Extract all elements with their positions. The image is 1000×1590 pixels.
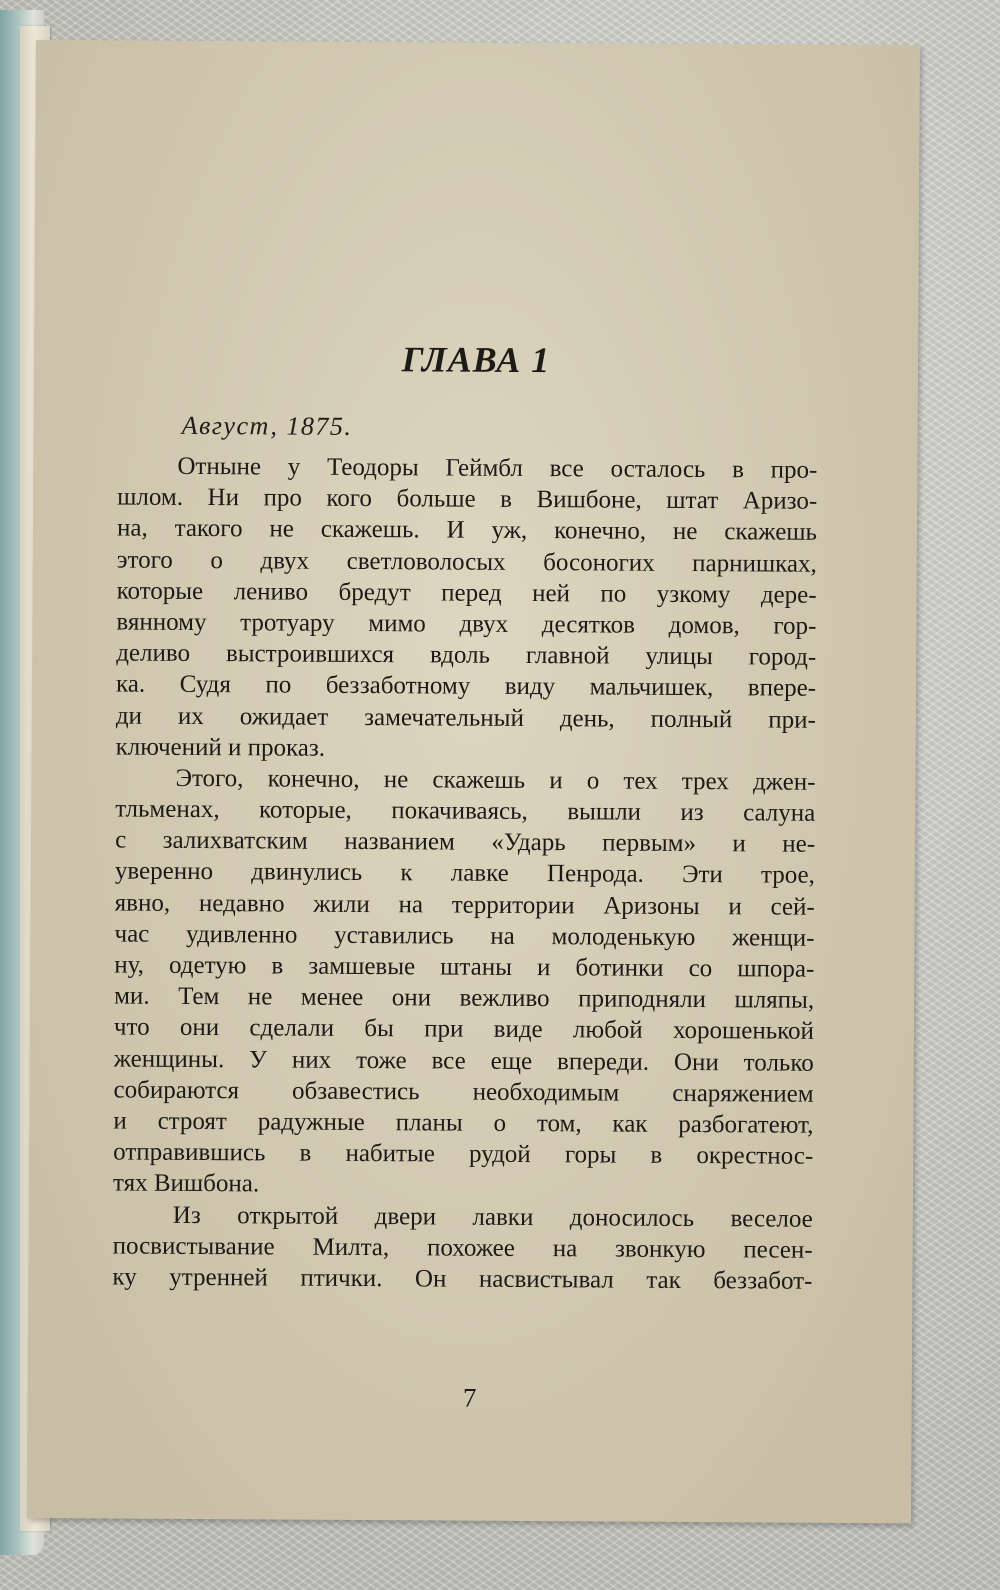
text-line: ну, одетую в замшевые штаны и ботинки со шпора- [114,951,815,983]
text-line: с залихватским названием «Ударь первым» и не- [115,826,816,859]
text-line: уверенно двинулись к лавке Пенрода. Эти трое, [114,857,815,890]
text-line: вянному тротуару мимо двух десятков домов, гор- [116,608,817,640]
page-number: 7 [462,1382,477,1413]
text-line: Этого, конечно, не скажешь и о тех трех джен- [175,764,816,796]
text-line: тльменах, которые, покачиваясь, вышли из салуна [115,795,816,827]
text-line: Отныне у Теодоры Геймбл все осталось в про- [177,452,818,484]
text-line: деливо выстроившихся вдоль главной улицы город- [116,639,817,671]
text-line: час удивленно уставились на молоденькую женщи- [114,920,815,952]
text-line: ключений и проказ. [115,733,326,762]
text-line: и строят радужные планы о том, как разбогатеют, [113,1107,814,1139]
text-line: ди их ожидает замечательный день, полный при- [115,702,816,734]
date-line: Август, 1875. [181,410,353,441]
text-line: ка. Судя по беззаботному виду мальчишек, впере- [115,670,817,703]
text-line: которые лениво бредут перед ней по узкому дере- [116,577,817,609]
text-line: явно, недавно жили на территории Аризоны и сей- [114,889,815,921]
text-line: тях Вишбона. [112,1169,260,1198]
text-line: шлом. Ни про кого больше в Вишбоне, штат Аризо- [117,483,818,515]
text-line: что они сделали бы при виде любой хорошенькой [113,1013,815,1046]
text-line: Из открытой двери лавки доносилось веселое [172,1201,813,1233]
text-line: посвистывание Милта, похожее на звонкую песен- [112,1232,813,1264]
text-line: собираются обзавестись необходимым снаряжением [113,1076,814,1108]
chapter-title: ГЛАВА 1 [401,339,551,381]
body-text [112,451,817,1297]
text-line: на, такого не скажешь. И уж, конечно, не скажешь [116,514,818,547]
text-line: ми. Тем не менее они вежливо приподняли шляпы, [114,982,815,1014]
text-line: этого о двух светловолосых босоногих парнишках, [116,546,817,578]
text-line: ку утренней птички. Он насвистывал так беззабот- [112,1263,813,1295]
text-line: женщины. У них тоже все еще впереди. Они только [113,1045,814,1077]
text-line: отправившись в набитые рудой горы в окрестнос- [113,1138,814,1170]
book-page [27,40,920,1523]
